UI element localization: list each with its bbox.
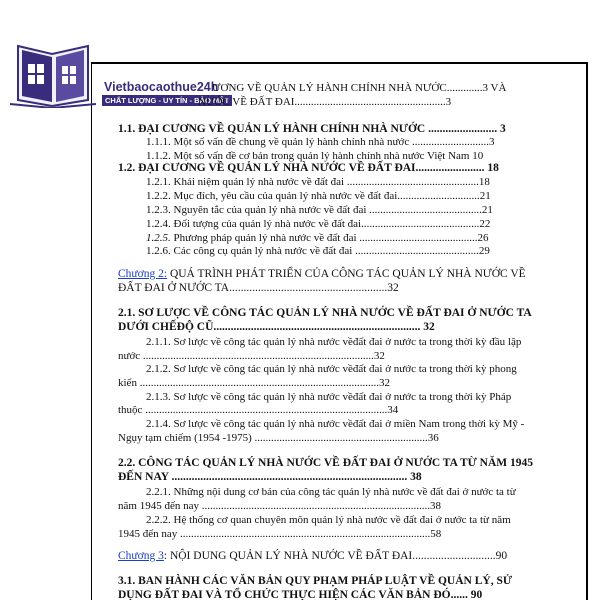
chapter-3-title: : NỘI DUNG QUẢN LÝ NHÀ NƯỚC VỀ ĐẤT ĐAI.............................90 <box>163 550 508 562</box>
toc-entry-1-2-2: 1.2.2. Mục đích, yêu cầu của quản lý nhà nước về đất đai..............................21 <box>146 190 491 202</box>
toc-entry-1-1-2: 1.1.2. Một số vấn đề cơ bản trong quản lý hành chính nhà nước Việt Nam 10 <box>146 150 484 162</box>
toc-entry-1-2-3: 1.2.3. Nguyên tắc của quản lý nhà nước về đất đai .........................................21 <box>146 204 493 216</box>
toc-section-2-1-line-2: DƯỚI CHẾĐỘ CŨ........................................................................ 32 <box>118 321 435 333</box>
toc-entry-2-2-1-line-1: 2.2.1. Những nội dung cơ bản của công tác quản lý nhà nước về đất đai ở nước ta từ <box>146 486 516 498</box>
toc-entry-2-2-2-line-2: 1945 đến nay ...........................................................................................58 <box>118 528 442 540</box>
toc-entry-2-1-2-line-2: kiến .......................................................................................32 <box>118 377 390 389</box>
toc-entry-1-2-5 <box>146 232 489 245</box>
toc-chapter-2-line-2: ĐẤT ĐAI Ở NƯỚC TA.......................................................32 <box>118 282 399 294</box>
toc-entry-1-1-1: 1.1.1. Một số vấn đề chung về quản lý hành chính nhà nước ............................3 <box>146 136 495 148</box>
toc-entry-2-1-1-line-1: 2.1.1. Sơ lược về công tác quản lý nhà nước vềđất đai ở nước ta trong thời kỳ đầu lập <box>146 336 522 348</box>
chapter-2-title: QUÁ TRÌNH PHÁT TRIỂN CỦA CÔNG TÁC QUẢN LÝ NHÀ NƯỚC VỀ <box>167 268 526 280</box>
toc-entry-2-1-1-line-2: nước ....................................................................................32 <box>118 350 385 362</box>
brand-name: Vietbaocaothue24h <box>104 80 219 94</box>
toc-section-2-2-line-2: ĐẾN NAY .................................................................................. 38 <box>118 471 422 483</box>
toc-entry-2-1-4-line-2: Ngụy tạm chiếm (1954 -1975) ...............................................................36 <box>118 432 439 444</box>
toc-entry-1-2-6: 1.2.6. Các công cụ quản lý nhà nước về đất đai .............................................29 <box>146 245 490 257</box>
toc-section-1-1: 1.1. ĐẠI CƯƠNG VỀ QUẢN LÝ HÀNH CHÍNH NHÀ NƯỚC ........................ 3 <box>118 123 506 135</box>
toc-section-3-1-line-2: DỤNG ĐẤT ĐAI VÀ TỔ CHỨC THỰC HIỆN CÁC VĂN BẢN ĐÓ...... 90 <box>118 589 483 600</box>
toc-entry-2-2-2-line-1: 2.2.2. Hệ thống cơ quan chuyên môn quản lý nhà nước về đất đai ở nước ta từ năm <box>146 514 511 526</box>
toc-entry-2-1-3-line-2: thuộc ........................................................................................34 <box>118 404 399 416</box>
toc-entry-1-2-5-number: 1.2.5. <box>146 232 171 244</box>
toc-header-line-2: NƯỚC VỀ ĐẤT ĐAI.......................................................3 <box>198 96 452 108</box>
toc-entry-2-1-2-line-1: 2.1.2. Sơ lược về công tác quản lý nhà nước vềđất đai ở nước ta trong thời kỳ phong <box>146 363 517 375</box>
toc-entry-1-2-4: 1.2.4. Đối tượng của quản lý nhà nước về đất đai...........................................22 <box>146 218 491 230</box>
toc-section-1-2: 1.2. ĐẠI CƯƠNG VỀ QUẢN LÝ NHÀ NƯỚC VỀ ĐẤT ĐAI........................ 18 <box>118 162 499 174</box>
toc-section-2-2-line-1: 2.2. CÔNG TÁC QUẢN LÝ NHÀ NƯỚC VỀ ĐẤT ĐAI Ở NƯỚC TA TỪ NĂM 1945 <box>118 457 533 469</box>
toc-entry-1-2-1: 1.2.1. Khái niệm quản lý nhà nước về đất đai ................................................18 <box>146 176 490 188</box>
toc-section-2-1-line-1: 2.1. SƠ LƯỢC VỀ CÔNG TÁC QUẢN LÝ NHÀ NƯỚC VỀ ĐẤT ĐAI Ở NƯỚC TA <box>118 307 532 319</box>
brand-tagline: CHẤT LƯỢNG - UY TÍN - BẢO MẬT <box>102 95 232 106</box>
toc-chapter-3 <box>118 550 507 563</box>
toc-chapter-2-line-1 <box>118 268 526 281</box>
chapter-2-link[interactable]: Chương 2: <box>118 268 168 280</box>
toc-entry-2-2-1-line-2: năm 1945 đến nay ...................................................................................38 <box>118 500 441 512</box>
chapter-3-link[interactable]: Chương 3 <box>118 550 164 562</box>
toc-entry-2-1-4-line-1: 2.1.4. Sơ lược về công tác quản lý nhà nước vềđất đai ở miền Nam trong thời kỳ Mỹ - <box>146 418 525 430</box>
toc-entry-2-1-3-line-1: 2.1.3. Sơ lược về công tác quản lý nhà nước vềđất đai ở nước ta trong thời kỳ Pháp <box>146 391 512 403</box>
toc-entry-1-2-5-text: Phương pháp quản lý nhà nước về đất đai ...........................................26 <box>170 232 489 244</box>
toc-section-3-1-line-1: 3.1. BAN HÀNH CÁC VĂN BẢN QUY PHẠM PHÁP LUẬT VỀ QUẢN LÝ, SỬ <box>118 575 512 587</box>
toc-header-line-1: ƯƠNG VỀ QUẢN LÝ HÀNH CHÍNH NHÀ NƯỚC.............3 VÀ <box>212 82 507 94</box>
